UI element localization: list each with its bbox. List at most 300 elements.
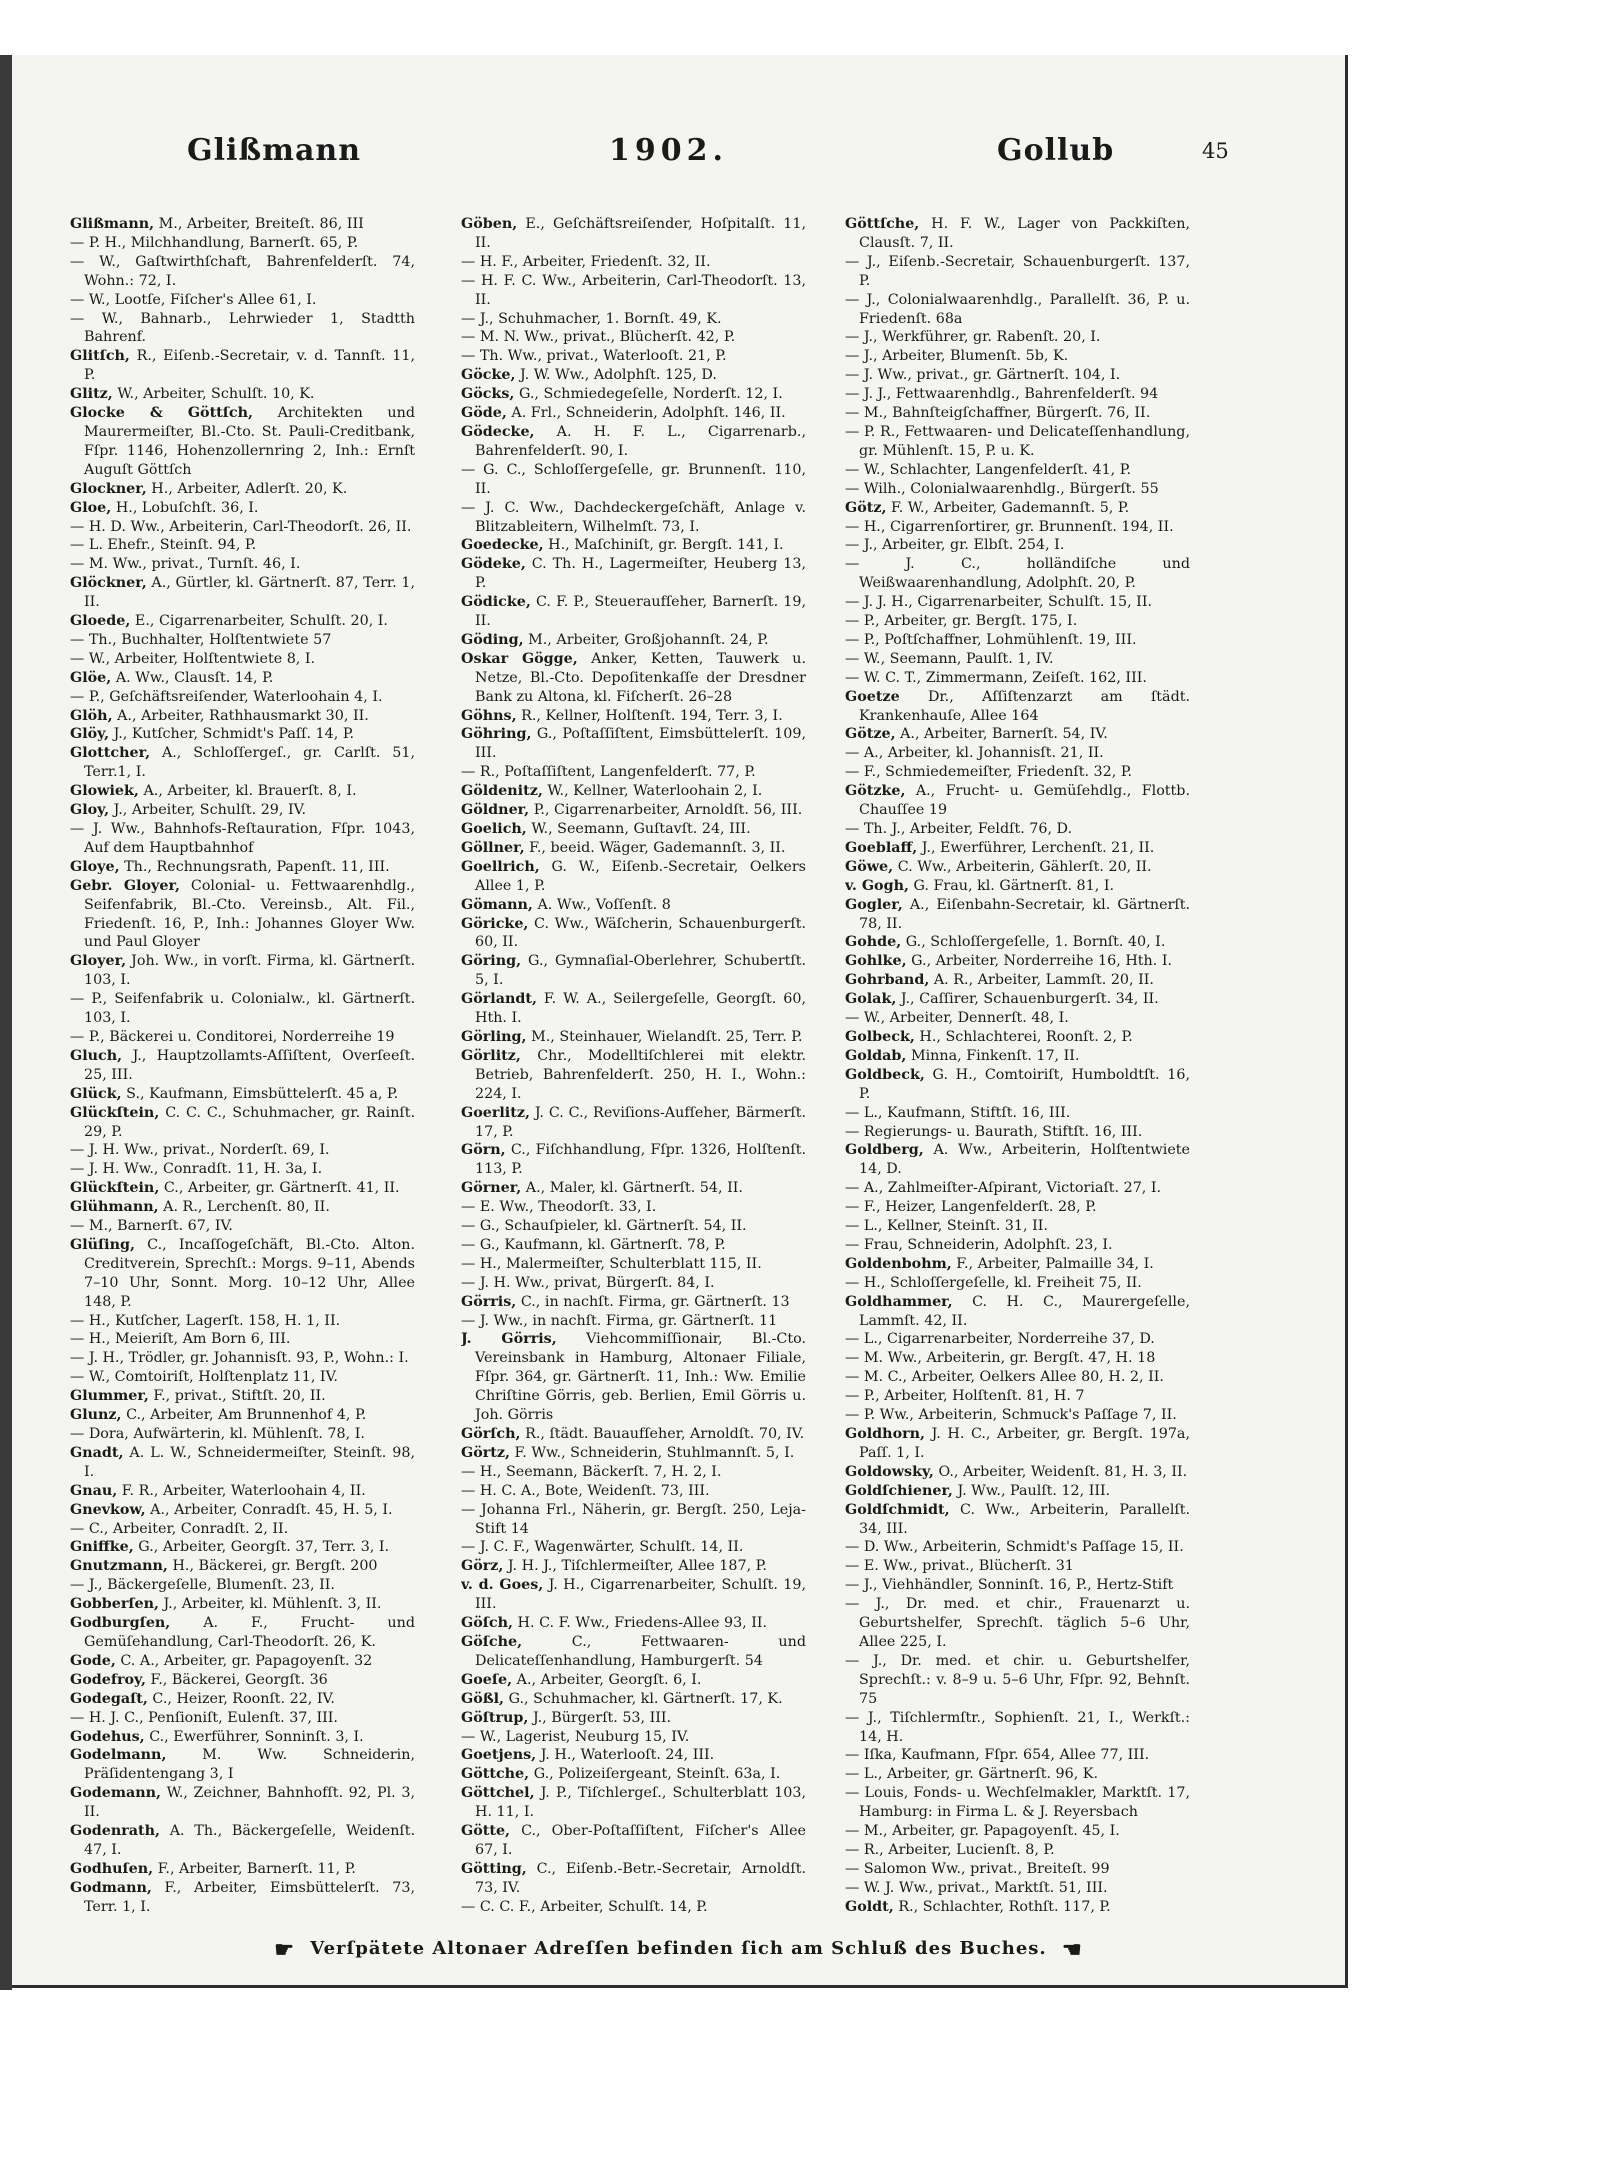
directory-entry bbox=[845, 631, 1190, 650]
page-header bbox=[12, 133, 1345, 179]
directory-entry bbox=[70, 1576, 415, 1595]
entry-details: — M., Barnerſt. 67, IV. bbox=[70, 1218, 233, 1235]
directory-entry bbox=[70, 1368, 415, 1387]
entry-details: C. Ww., Arbeiterin, Parallelſt. 34, III. bbox=[859, 1501, 1190, 1537]
directory-entry bbox=[70, 1746, 415, 1784]
entry-details: — H., Cigarrenſortirer, gr. Brunnenſt. 194, II. bbox=[845, 518, 1174, 535]
entry-details: C. C. C., Schuhmacher, gr. Rainſt. 29, P. bbox=[84, 1104, 415, 1140]
entry-surname: Gödeke, bbox=[461, 556, 526, 573]
entry-details: — H. C. A., Bote, Weidenſt. 73, III. bbox=[461, 1482, 710, 1499]
directory-entry bbox=[461, 593, 806, 631]
entry-details: C., Fettwaaren- und Delicateſſenhandlung, Hamburgerſt. 54 bbox=[475, 1633, 806, 1669]
directory-entry bbox=[461, 725, 806, 763]
directory-entry bbox=[70, 291, 415, 310]
entry-details: — H., Seemann, Bäckerſt. 7, H. 2, I. bbox=[461, 1463, 722, 1480]
entry-surname: Godhuſen, bbox=[70, 1860, 154, 1877]
entry-details: A. R., Arbeiter, Lammſt. 20, II. bbox=[933, 972, 1154, 989]
entry-surname: Gnadt, bbox=[70, 1444, 124, 1461]
entry-surname: Goetze bbox=[845, 688, 900, 705]
entry-details: — J. H. Ww., privat, Bürgerſt. 84, I. bbox=[461, 1274, 715, 1291]
entry-details: Joh. Ww., in vorſt. Firma, kl. Gärtnerſt. 103, I. bbox=[84, 953, 415, 989]
entry-surname: Göding, bbox=[461, 631, 524, 648]
directory-entry bbox=[461, 1482, 806, 1501]
entry-details: — G., Schauſpieler, kl. Gärtnerſt. 54, II. bbox=[461, 1218, 747, 1235]
entry-details: — E. Ww., Theodorſt. 33, I. bbox=[461, 1199, 657, 1216]
directory-entry bbox=[461, 1501, 806, 1539]
directory-entry bbox=[845, 1784, 1190, 1822]
entry-details: — H. F., Arbeiter, Friedenſt. 32, II. bbox=[461, 253, 711, 270]
entry-details: — M., Arbeiter, gr. Papagoyenſt. 45, I. bbox=[845, 1823, 1120, 1840]
directory-entry bbox=[461, 404, 806, 423]
entry-details: — W., Gaſtwirthſchaft, Bahrenfelderſt. 74, Wohn.: 72, I. bbox=[70, 253, 415, 289]
directory-entry bbox=[845, 518, 1190, 537]
entry-details: — J., Werkführer, gr. Rabenſt. 20, I. bbox=[845, 329, 1101, 346]
entry-details: H., Schlachterei, Roonſt. 2, P. bbox=[919, 1028, 1133, 1045]
column-3 bbox=[845, 215, 1190, 1915]
entry-details: — R., Arbeiter, Lucienſt. 8, P. bbox=[845, 1841, 1055, 1858]
directory-entry bbox=[70, 1047, 415, 1085]
entry-details: A., Eiſenbahn-Secretair, kl. Gärtnerſt. 78, II. bbox=[859, 896, 1190, 932]
directory-entry bbox=[70, 1482, 415, 1501]
entry-surname: Glitſch, bbox=[70, 348, 130, 365]
entry-details: H., Bäckerei, gr. Bergſt. 200 bbox=[172, 1558, 378, 1575]
directory-entry bbox=[70, 1652, 415, 1671]
entry-details: — Th. J., Arbeiter, Feldſt. 76, D. bbox=[845, 821, 1073, 837]
entry-details: M., Steinhauer, Wielandſt. 25, Terr. P. bbox=[531, 1028, 803, 1045]
entry-details: F., Arbeiter, Palmaille 34, I. bbox=[956, 1255, 1154, 1272]
entry-surname: Goldſchiener, bbox=[845, 1482, 953, 1499]
header-left-keyword: Glißmann bbox=[187, 133, 362, 168]
entry-details: A. Frl., Schneiderin, Adolphſt. 146, II. bbox=[511, 405, 786, 422]
directory-entry bbox=[70, 536, 415, 555]
directory-entry bbox=[845, 933, 1190, 952]
entry-details: — H. J. C., Penſioniſt, Eulenſt. 37, III. bbox=[70, 1709, 338, 1726]
entry-details: A., Arbeiter, Conradſt. 45, H. 5, I. bbox=[150, 1501, 393, 1518]
entry-details: — P., Arbeiter, gr. Bergſt. 175, I. bbox=[845, 613, 1078, 630]
directory-entry bbox=[70, 707, 415, 726]
entry-details: — Dora, Aufwärterin, kl. Mühlenſt. 78, I. bbox=[70, 1426, 365, 1442]
directory-entry bbox=[461, 1047, 806, 1104]
directory-entry bbox=[70, 631, 415, 650]
entry-surname: Goldhorn, bbox=[845, 1426, 926, 1442]
entry-surname: Gebr. Gloyer, bbox=[70, 877, 180, 894]
directory-entry bbox=[461, 1728, 806, 1747]
entry-details: C. Ww., Wäſcherin, Schauenburgerſt. 60, II. bbox=[475, 915, 806, 951]
entry-surname: Gnau, bbox=[70, 1482, 118, 1499]
entry-surname: Göricke, bbox=[461, 915, 529, 932]
directory-entry bbox=[461, 461, 806, 499]
entry-details: — J. Ww., Bahnhofs-Reſtauration, Fſpr. 1043, Auf dem Hauptbahnhof bbox=[70, 821, 415, 856]
entry-details: A. Ww., Arbeiterin, Holſtentwiete 14, D. bbox=[859, 1142, 1190, 1178]
entry-details: — Louis, Fonds- u. Wechſelmakler, Marktſt. 17, Hamburg: in Firma L. & J. Reyersbach bbox=[845, 1785, 1190, 1821]
entry-details: — H. D. Ww., Arbeiterin, Carl-Theodorſt. 26, II. bbox=[70, 518, 412, 535]
directory-entry bbox=[461, 763, 806, 782]
entry-surname: Gloyer, bbox=[70, 953, 127, 970]
directory-entry bbox=[70, 1614, 415, 1652]
entry-surname: Gogler, bbox=[845, 896, 903, 913]
directory-entry bbox=[461, 1633, 806, 1671]
entry-details: Colonial- u. Fettwaarenhdlg., Seifenfabrik, Bl.-Cto. Vereinsb., Alt. Fil., Friedenſt. 16, P., Inh.: Johannes Gloyer Ww. und Paul Gloyer bbox=[84, 877, 415, 951]
entry-surname: Godehus, bbox=[70, 1728, 145, 1745]
entry-surname: Gnevkow, bbox=[70, 1501, 146, 1518]
entry-details: O., Arbeiter, Weidenſt. 81, H. 3, II. bbox=[938, 1463, 1188, 1480]
entry-details: — J., Eiſenb.-Secretair, Schauenburgerſt. 137, P. bbox=[845, 253, 1190, 289]
directory-entry bbox=[70, 1198, 415, 1217]
directory-entry bbox=[70, 215, 415, 234]
directory-entry bbox=[845, 1746, 1190, 1765]
entry-surname: Görris, bbox=[461, 1293, 517, 1310]
entry-details: — D. Ww., Arbeiterin, Schmidt's Paſſage 15, II. bbox=[845, 1539, 1184, 1556]
entry-details: J., Bürgerſt. 53, III. bbox=[532, 1709, 672, 1726]
directory-entry bbox=[845, 1463, 1190, 1482]
directory-entry bbox=[845, 1765, 1190, 1784]
directory-entry bbox=[70, 1595, 415, 1614]
entry-surname: Görlandt, bbox=[461, 991, 537, 1008]
entry-details: — H., Meieriſt, Am Born 6, III. bbox=[70, 1331, 291, 1348]
directory-entry bbox=[70, 1520, 415, 1539]
entry-surname: Gniffke, bbox=[70, 1539, 134, 1556]
directory-entry bbox=[845, 612, 1190, 631]
entry-surname: Görſch, bbox=[461, 1426, 521, 1442]
entry-details: A. Ww., Voſſenſt. 8 bbox=[537, 896, 671, 913]
entry-details: — A., Arbeiter, kl. Johannisſt. 21, II. bbox=[845, 745, 1104, 762]
directory-entry bbox=[845, 1538, 1190, 1557]
directory-entry bbox=[845, 480, 1190, 499]
directory-entry bbox=[845, 1709, 1190, 1747]
directory-entry bbox=[845, 1198, 1190, 1217]
entry-details: — W., Comtoiriſt, Holſtenplatz 11, IV. bbox=[70, 1369, 338, 1386]
entry-surname: Goerlitz, bbox=[461, 1104, 530, 1121]
entry-details: — P., Seifenfabrik u. Colonialw., kl. Gärtnerſt. 103, I. bbox=[70, 991, 415, 1027]
entry-surname: Göttſche, bbox=[845, 216, 920, 232]
header-right-keyword: Gollub bbox=[997, 133, 1115, 168]
entry-details: — L., Cigarrenarbeiter, Norderreihe 37, D. bbox=[845, 1331, 1155, 1348]
entry-surname: Glocke & Göttſch, bbox=[70, 405, 254, 422]
entry-details: G. W., Eiſenb.-Secretair, Oelkers Allee 1, P. bbox=[475, 858, 806, 894]
entry-details: — Wilh., Colonialwaarenhdlg., Bürgerſt. 55 bbox=[845, 480, 1159, 497]
entry-details: Chr., Modelltiſchlerei mit elektr. Betrieb, Bahrenfelderſt. 250, H. I., Wohn.: 224, I. bbox=[475, 1047, 806, 1102]
entry-details: W., Kellner, Waterloohain 2, I. bbox=[547, 783, 763, 800]
entry-details: J. H., Cigarrenarbeiter, Schulſt. 19, III. bbox=[475, 1577, 806, 1613]
directory-entry bbox=[845, 1576, 1190, 1595]
directory-entry bbox=[70, 1690, 415, 1709]
directory-entry bbox=[461, 1557, 806, 1576]
entry-surname: Gohlke, bbox=[845, 953, 907, 970]
entry-details: — P. Ww., Arbeiterin, Schmuck's Paſſage 7, II. bbox=[845, 1407, 1177, 1424]
entry-details: — W., Lootſe, Fiſcher's Allee 61, I. bbox=[70, 291, 317, 308]
entry-surname: Göcks, bbox=[461, 386, 515, 403]
entry-details: Viehcommiſſionair, Bl.-Cto. Vereinsbank in Hamburg, Altonaer Filiale, Fſpr. 364, gr. Gärtnerſt. 11, Inh.: Ww. Emilie Chriſtine Görris, geb. Berlien, Emil Görris u. Joh. Görris bbox=[475, 1331, 806, 1424]
entry-surname: Gobberſen, bbox=[70, 1596, 159, 1613]
entry-surname: Glühmann, bbox=[70, 1199, 159, 1216]
directory-entry bbox=[845, 1217, 1190, 1236]
entry-details: — W., Schlachter, Langenfelderſt. 41, P. bbox=[845, 461, 1132, 478]
directory-entry bbox=[845, 1822, 1190, 1841]
entry-surname: Götze, bbox=[845, 726, 896, 743]
entry-surname: Glitz, bbox=[70, 386, 113, 403]
column-2 bbox=[461, 215, 806, 1915]
directory-entry bbox=[461, 1425, 806, 1444]
entry-surname: Godemann, bbox=[70, 1785, 161, 1802]
entry-surname: Göhring, bbox=[461, 726, 532, 743]
directory-entry bbox=[845, 253, 1190, 291]
directory-entry bbox=[70, 518, 415, 537]
directory-entry bbox=[845, 1898, 1190, 1915]
directory-entry bbox=[461, 1444, 806, 1463]
directory-entry bbox=[70, 1085, 415, 1104]
entry-details: — W., Seemann, Paulſt. 1, IV. bbox=[845, 650, 1054, 667]
directory-entry bbox=[461, 272, 806, 310]
entry-surname: Göttchel, bbox=[461, 1785, 535, 1802]
directory-entry bbox=[70, 782, 415, 801]
directory-entry bbox=[845, 1066, 1190, 1104]
entry-details: — F., Schmiedemeiſter, Friedenſt. 32, P. bbox=[845, 764, 1133, 781]
entry-details: — H. F. C. Ww., Arbeiterin, Carl-Theodorſt. 13, II. bbox=[461, 272, 806, 308]
directory-entry bbox=[70, 1028, 415, 1047]
entry-details: A., Frucht- u. Gemüſehdlg., Flottb. Chauſſee 19 bbox=[859, 783, 1190, 819]
directory-entry bbox=[461, 1028, 806, 1047]
entry-details: P., Cigarrenarbeiter, Arnoldſt. 56, III. bbox=[533, 802, 803, 819]
entry-details: J. H. C., Arbeiter, gr. Bergſt. 197a, Paſſ. 1, I. bbox=[859, 1426, 1190, 1461]
directory-entry bbox=[461, 896, 806, 915]
entry-surname: Oskar Gögge, bbox=[461, 650, 578, 667]
directory-entry bbox=[461, 801, 806, 820]
entry-surname: Glöy, bbox=[70, 726, 110, 743]
entry-details: F., Bäckerei, Georgſt. 36 bbox=[150, 1671, 328, 1688]
directory-entry bbox=[845, 385, 1190, 404]
directory-entry bbox=[845, 593, 1190, 612]
entry-details: J. C. C., Reviſions-Aufſeher, Bärmerſt. 17, P. bbox=[475, 1104, 806, 1140]
directory-entry bbox=[461, 423, 806, 461]
directory-entry bbox=[845, 1860, 1190, 1879]
entry-surname: Gömann, bbox=[461, 896, 533, 913]
entry-details: A., Arbeiter, Barnerſt. 54, IV. bbox=[900, 726, 1108, 743]
entry-surname: Gode, bbox=[70, 1652, 116, 1669]
entry-surname: Götting, bbox=[461, 1860, 527, 1877]
entry-details: — H., Schloſſergeſelle, kl. Freiheit 75, II. bbox=[845, 1274, 1142, 1291]
directory-entry bbox=[845, 347, 1190, 366]
entry-details: J., Hauptzollamts-Aſſiſtent, Overſeeſt. 25, III. bbox=[84, 1047, 415, 1083]
entry-surname: Godegaſt, bbox=[70, 1690, 148, 1707]
directory-entry bbox=[461, 1330, 806, 1425]
directory-entry bbox=[461, 782, 806, 801]
entry-surname: Godefroy, bbox=[70, 1671, 146, 1688]
entry-details: — J. J. H., Cigarrenarbeiter, Schulſt. 15, II. bbox=[845, 594, 1153, 611]
entry-details: C. F. P., Steueraufſeher, Barnerſt. 19, II. bbox=[475, 594, 806, 630]
entry-surname: Goldowsky, bbox=[845, 1463, 934, 1480]
entry-surname: Godenrath, bbox=[70, 1823, 161, 1840]
directory-entry bbox=[461, 650, 806, 707]
directory-entry bbox=[70, 1425, 415, 1444]
entry-details: J., Kutſcher, Schmidt's Paſſ. 14, P. bbox=[113, 726, 355, 743]
entry-details: — J., Arbeiter, Blumenſt. 5b, K. bbox=[845, 348, 1069, 365]
directory-entry bbox=[70, 1709, 415, 1728]
entry-details: — M. Ww., Arbeiterin, gr. Bergſt. 47, H. 18 bbox=[845, 1350, 1156, 1367]
entry-surname: Gohde, bbox=[845, 934, 902, 951]
pointing-hand-left-icon: ☚ bbox=[1061, 1937, 1083, 1963]
directory-entry bbox=[461, 1217, 806, 1236]
directory-entry bbox=[70, 1557, 415, 1576]
directory-entry bbox=[461, 1576, 806, 1614]
directory-entry bbox=[845, 990, 1190, 1009]
directory-entry bbox=[461, 555, 806, 593]
entry-details: — J. J., Fettwaarenhdlg., Bahrenfelderſt. 94 bbox=[845, 386, 1159, 403]
directory-entry bbox=[845, 1387, 1190, 1406]
directory-entry bbox=[70, 858, 415, 877]
directory-entry bbox=[845, 763, 1190, 782]
entry-details: — Th., Buchhalter, Holſtentwiete 57 bbox=[70, 631, 332, 648]
entry-details: — J. Ww., privat., gr. Gärtnerſt. 104, I. bbox=[845, 367, 1121, 384]
directory-entry bbox=[845, 839, 1190, 858]
directory-entry bbox=[845, 1141, 1190, 1179]
entry-details: — W., Lagerist, Neuburg 15, IV. bbox=[461, 1728, 690, 1745]
entry-details: F., beeid. Wäger, Gademannſt. 3, II. bbox=[529, 839, 786, 856]
entry-details: W., Zeichner, Bahnhofſt. 92, Pl. 3, II. bbox=[84, 1785, 415, 1821]
entry-details: C. Ww., Arbeiterin, Gählerſt. 20, II. bbox=[897, 858, 1152, 875]
directory-entry bbox=[70, 253, 415, 291]
directory-entry bbox=[70, 1860, 415, 1879]
entry-details: C., Heizer, Roonſt. 22, IV. bbox=[152, 1690, 335, 1707]
directory-entry bbox=[461, 858, 806, 896]
column-1 bbox=[70, 215, 415, 1915]
footer-text: Verſpätete Altonaer Adreſſen befinden ſich am Schluß des Buches. bbox=[310, 1938, 1047, 1959]
directory-entry bbox=[461, 328, 806, 347]
directory-entry bbox=[845, 1028, 1190, 1047]
directory-entry bbox=[845, 744, 1190, 763]
entry-details: J., Caſſirer, Schauenburgerſt. 34, II. bbox=[900, 991, 1159, 1008]
directory-entry bbox=[461, 952, 806, 990]
entry-details: — J., Arbeiter, gr. Elbſt. 254, I. bbox=[845, 537, 1065, 554]
entry-details: A., Arbeiter, Rathhausmarkt 30, II. bbox=[117, 707, 369, 724]
entry-details: A., Arbeiter, Georgſt. 6, I. bbox=[516, 1671, 702, 1688]
entry-surname: Goldberg, bbox=[845, 1142, 924, 1159]
directory-entry bbox=[461, 1463, 806, 1482]
entry-surname: Göben, bbox=[461, 216, 518, 232]
directory-entry bbox=[845, 896, 1190, 934]
directory-entry bbox=[461, 1690, 806, 1709]
directory-entry bbox=[70, 310, 415, 348]
entry-details: J. Ww., Paulſt. 12, III. bbox=[957, 1482, 1111, 1499]
entry-details: — J. H. Ww., privat., Norderſt. 69, I. bbox=[70, 1142, 330, 1159]
entry-details: — H., Malermeiſter, Schulterblatt 115, II. bbox=[461, 1255, 762, 1272]
entry-details: — J. H. Ww., Conradſt. 11, H. 3a, I. bbox=[70, 1161, 323, 1178]
directory-entry bbox=[845, 1009, 1190, 1028]
entry-surname: Göttche, bbox=[461, 1766, 530, 1783]
entry-details: E., Cigarrenarbeiter, Schulſt. 20, I. bbox=[134, 613, 388, 630]
entry-surname: Godmann, bbox=[70, 1879, 152, 1896]
entry-details: R., Eiſenb.-Secretair, v. d. Tannſt. 11, P. bbox=[84, 348, 415, 384]
directory-entry bbox=[845, 1123, 1190, 1142]
entry-details: Th., Rechnungsrath, Papenſt. 11, III. bbox=[124, 858, 390, 875]
directory-entry bbox=[461, 499, 806, 537]
directory-entry bbox=[461, 536, 806, 555]
directory-entry bbox=[845, 215, 1190, 253]
directory-entry bbox=[845, 404, 1190, 423]
directory-entry bbox=[70, 820, 415, 858]
directory-entry bbox=[461, 1822, 806, 1860]
entry-details: A. H. F. L., Cigarrenarb., Bahrenfelderſt. 90, I. bbox=[475, 423, 806, 459]
entry-details: R., Schlachter, Rothſt. 117, P. bbox=[898, 1898, 1111, 1915]
entry-details: — P., Arbeiter, Holſtenſt. 81, H. 7 bbox=[845, 1388, 1085, 1405]
entry-details: — Frau, Schneiderin, Adolphſt. 23, I. bbox=[845, 1236, 1113, 1253]
entry-details: C. Th. H., Lagermeiſter, Heuberg 13, P. bbox=[475, 556, 806, 592]
entry-surname: Goldab, bbox=[845, 1047, 907, 1064]
entry-surname: Göſche, bbox=[461, 1633, 523, 1650]
directory-entry bbox=[845, 499, 1190, 518]
entry-details: G., Polizeiſergeant, Steinſt. 63a, I. bbox=[533, 1766, 781, 1783]
entry-details: F. W., Arbeiter, Gademannſt. 5, P. bbox=[891, 499, 1130, 516]
entry-details: — Johanna Frl., Näherin, gr. Bergſt. 250, Leja-Stift 14 bbox=[461, 1501, 806, 1537]
entry-details: — G., Kaufmann, kl. Gärtnerſt. 78, P. bbox=[461, 1236, 726, 1253]
directory-entry bbox=[461, 1784, 806, 1822]
entry-details: — P. R., Fettwaaren- und Delicateſſenhandlung, gr. Mühlenſt. 15, P. u. K. bbox=[845, 423, 1190, 459]
entry-surname: Göldner, bbox=[461, 802, 530, 819]
entry-details: — Salomon Ww., privat., Breiteſt. 99 bbox=[845, 1860, 1110, 1877]
entry-surname: Glunz, bbox=[70, 1407, 122, 1424]
directory-entry bbox=[70, 499, 415, 518]
entry-details: — L., Kaufmann, Stiftſt. 16, III. bbox=[845, 1104, 1071, 1121]
directory-entry bbox=[845, 820, 1190, 839]
entry-surname: Gnutzmann, bbox=[70, 1558, 168, 1575]
entry-details: C., Fiſchhandlung, Fſpr. 1326, Holſtenſt. 113, P. bbox=[475, 1142, 806, 1178]
entry-details: — W., Bahnarb., Lehrwieder 1, Stadtth Bahrenf. bbox=[70, 310, 415, 346]
directory-entry bbox=[70, 952, 415, 990]
entry-details: G., Gymnaſial-Oberlehrer, Schubertſt. 5, I. bbox=[475, 953, 806, 989]
directory-entry bbox=[461, 820, 806, 839]
entry-details: — M. N. Ww., privat., Blücherſt. 42, P. bbox=[461, 329, 736, 346]
directory-entry bbox=[845, 952, 1190, 971]
entry-details: — J., Dr. med. et chir. u. Geburtshelfer, Sprechſt.: v. 8–9 u. 5–6 Uhr, Fſpr. 92, Behnſt. 75 bbox=[845, 1652, 1190, 1707]
entry-details: — J. Ww., in nachſt. Firma, gr. Gärtnerſt. 11 bbox=[461, 1312, 778, 1329]
directory-entry bbox=[845, 1293, 1190, 1331]
entry-details: — Regierungs- u. Baurath, Stiftſt. 16, III. bbox=[845, 1123, 1143, 1140]
directory-entry bbox=[845, 1368, 1190, 1387]
directory-entry bbox=[461, 839, 806, 858]
directory-entry bbox=[70, 1879, 415, 1915]
entry-details: F., Arbeiter, Eimsbüttelerſt. 73, Terr. 1, I. bbox=[84, 1879, 415, 1915]
entry-surname: Gloede, bbox=[70, 613, 131, 630]
entry-details: A., Schloſſergeſ., gr. Carlſt. 51, Terr.1, I. bbox=[84, 745, 415, 781]
directory-entry bbox=[845, 328, 1190, 347]
directory-entry bbox=[70, 480, 415, 499]
directory-entry bbox=[461, 631, 806, 650]
directory-entry bbox=[70, 801, 415, 820]
entry-details: — R., Poſtaſſiſtent, Langenfelderſt. 77, P. bbox=[461, 764, 756, 781]
directory-entry bbox=[70, 688, 415, 707]
directory-entry bbox=[70, 1141, 415, 1160]
entry-details: A. R., Lerchenſt. 80, II. bbox=[163, 1199, 330, 1216]
entry-details: G. H., Comtoiriſt, Humboldtſt. 16, P. bbox=[859, 1066, 1190, 1102]
entry-surname: Göwe, bbox=[845, 858, 894, 875]
entry-surname: J. Görris, bbox=[461, 1331, 557, 1348]
directory-entry bbox=[70, 574, 415, 612]
directory-entry bbox=[461, 310, 806, 329]
entry-surname: Göſtrup, bbox=[461, 1709, 529, 1726]
directory-entry bbox=[70, 1406, 415, 1425]
directory-entry bbox=[845, 1841, 1190, 1860]
entry-details: C. H. C., Maurergeſelle, Lammſt. 42, II. bbox=[859, 1293, 1190, 1329]
entry-surname: Goellrich, bbox=[461, 858, 540, 875]
directory-entry bbox=[845, 1595, 1190, 1652]
entry-surname: Glück, bbox=[70, 1085, 122, 1102]
directory-entry bbox=[845, 650, 1190, 669]
entry-surname: Glückſtein, bbox=[70, 1104, 160, 1121]
entry-surname: Götzke, bbox=[845, 783, 906, 800]
entry-details: — J. C. F., Wagenwärter, Schulſt. 14, II. bbox=[461, 1539, 744, 1556]
directory-entry bbox=[461, 1179, 806, 1198]
entry-details: — G. C., Schloſſergeſelle, gr. Brunnenſt. 110, II. bbox=[461, 461, 806, 497]
entry-details: H., Arbeiter, Adlerſt. 20, K. bbox=[151, 480, 348, 497]
